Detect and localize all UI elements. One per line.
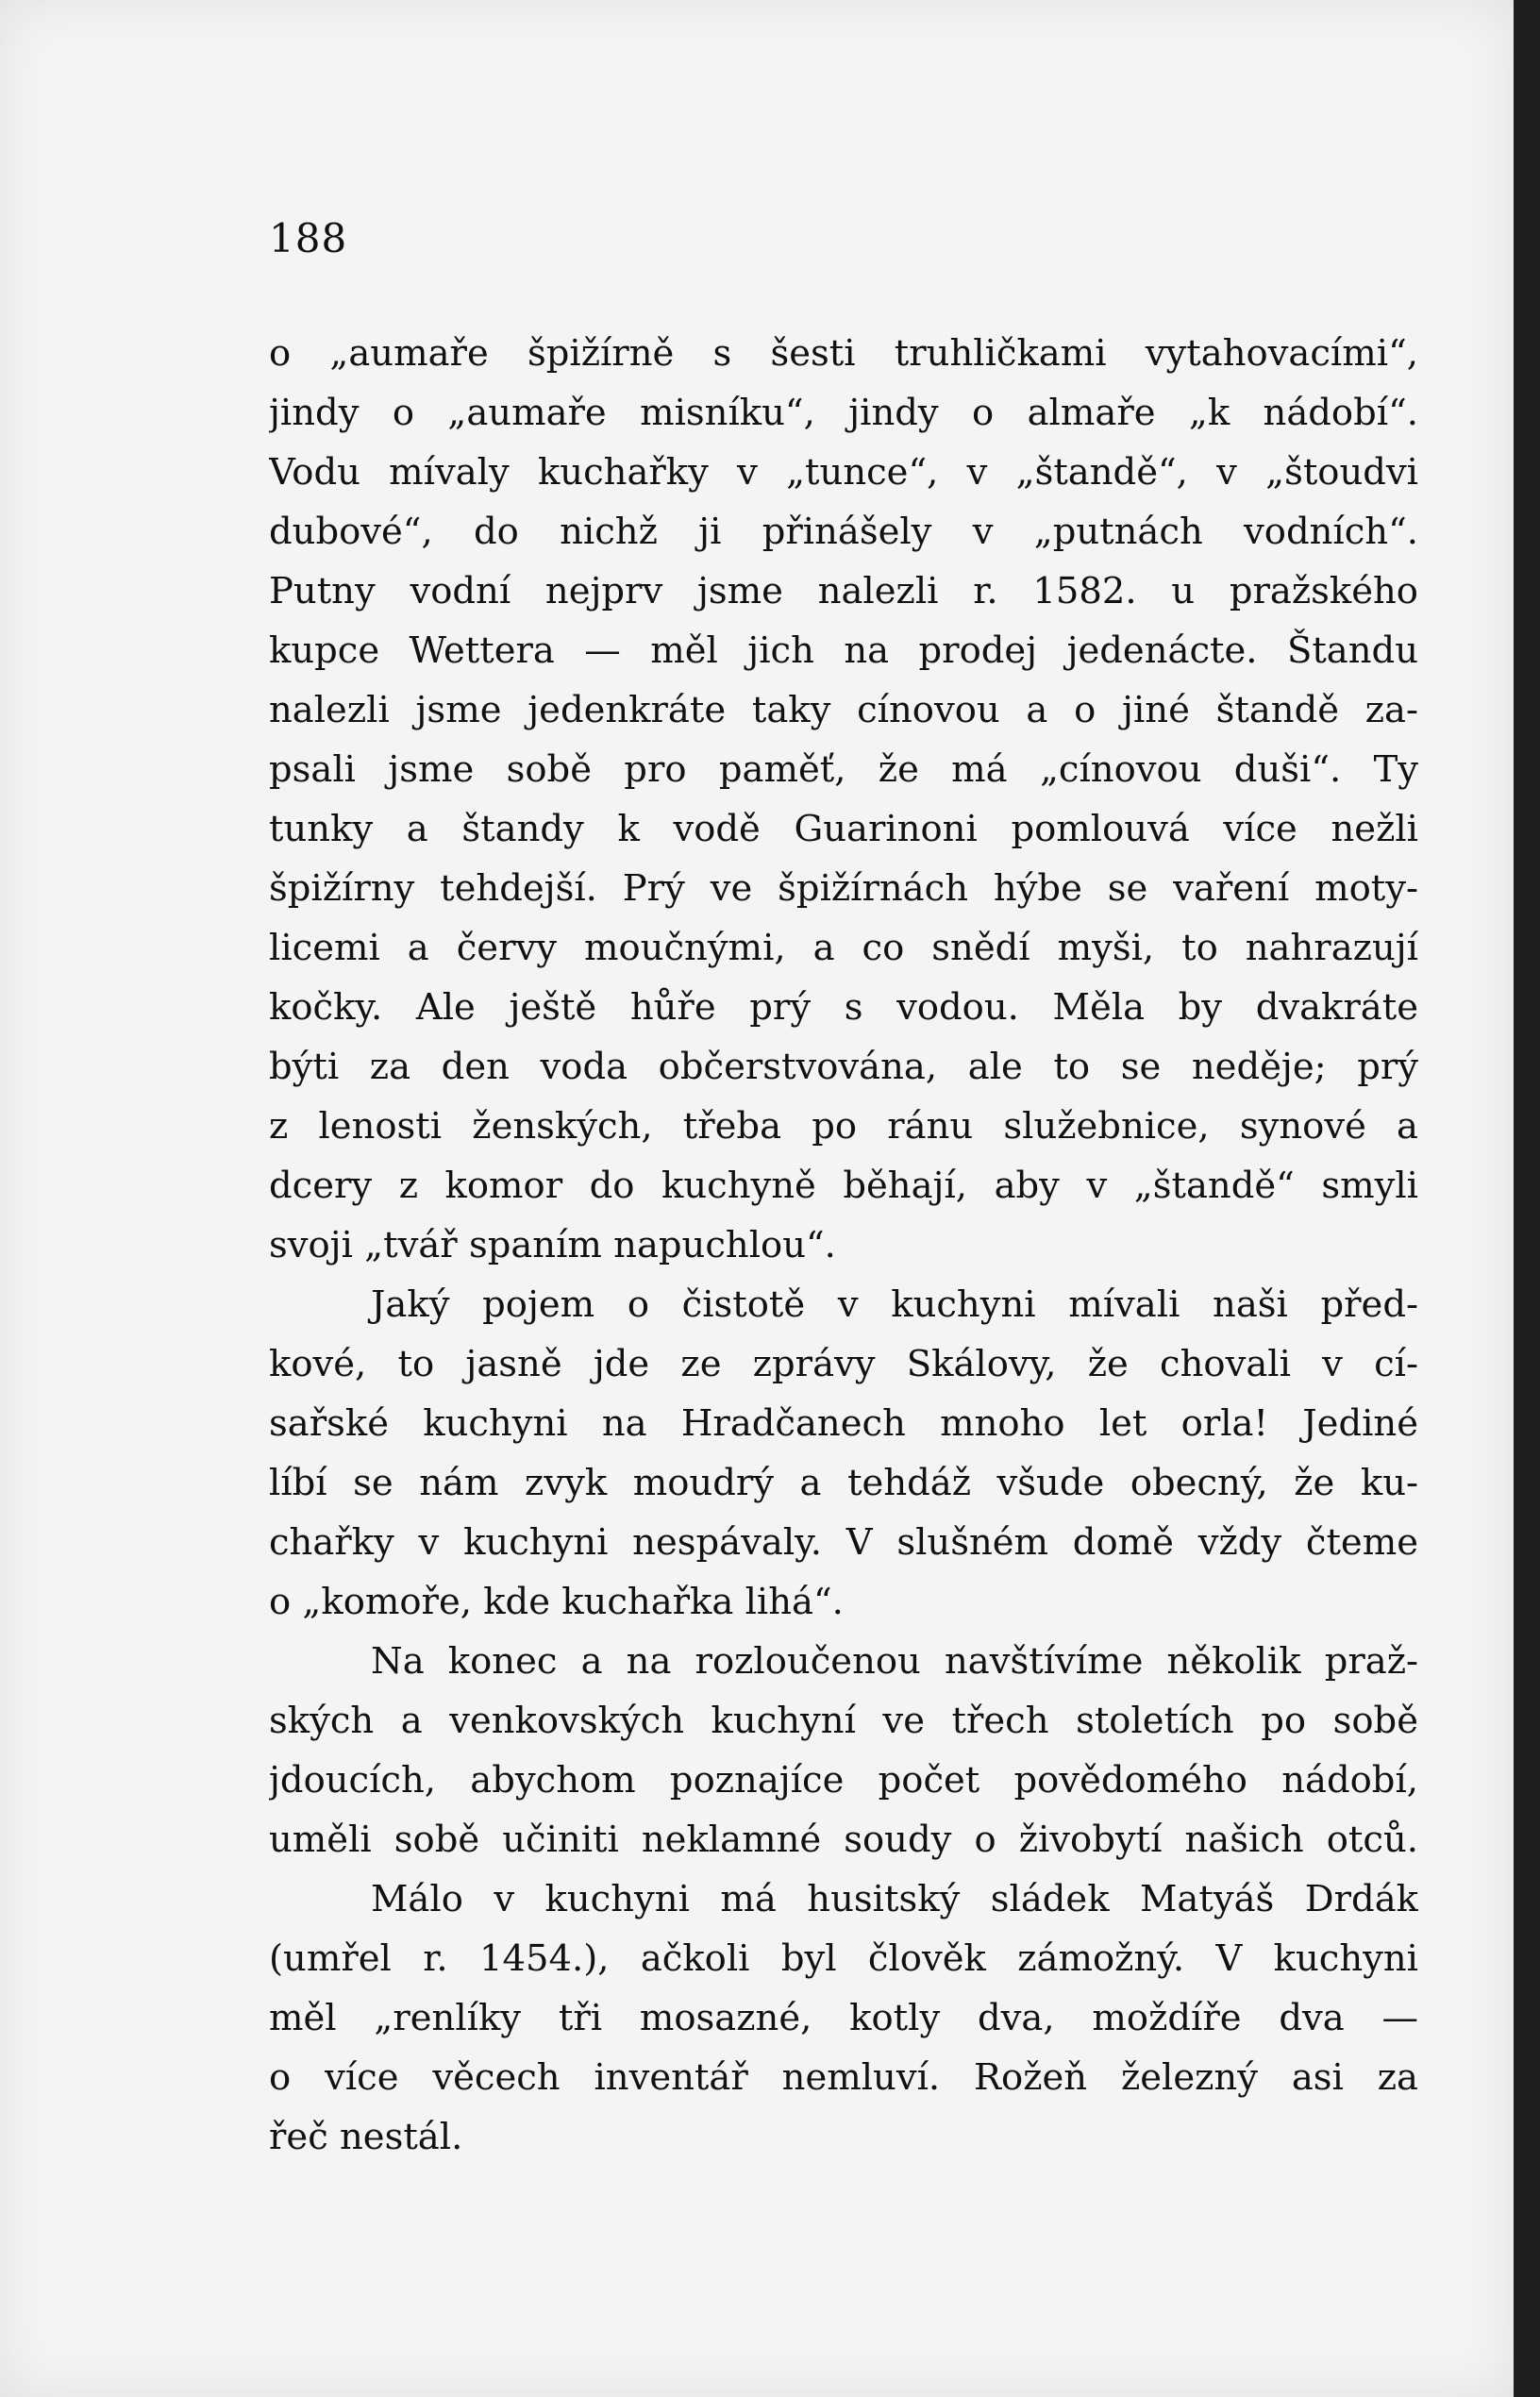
- text-line: Na konec a na rozloučenou navštívíme několik praž-: [371, 1640, 1418, 1683]
- text-line: tunky a štandy k vodě Guarinoni pomlouvá více nežli: [269, 808, 1418, 850]
- text-line: býti za den voda občerstvována, ale to se neděje; prý: [269, 1046, 1418, 1088]
- text-line: Vodu mívaly kuchařky v „tunce“, v „štandě“, v „štoudvi: [269, 451, 1418, 494]
- text-line: o „komoře, kde kuchařka lihá“.: [269, 1581, 844, 1623]
- text-line: kové, to jasně jde ze zprávy Skálovy, že chovali v cí-: [269, 1343, 1418, 1385]
- text-line: sařské kuchyni na Hradčanech mnoho let orla! Jediné: [269, 1402, 1418, 1445]
- page-edge: [1514, 0, 1540, 2397]
- text-line: chařky v kuchyni nespávaly. V slušném domě vždy čteme: [269, 1521, 1418, 1564]
- text-line: psali jsme sobě pro paměť, že má „cínovou duši“. Ty: [269, 748, 1418, 791]
- text-line: o „aumaře špižírně s šesti truhličkami vytahovacími“,: [269, 332, 1418, 375]
- text-line: Jaký pojem o čistotě v kuchyni mívali naši před-: [371, 1283, 1418, 1326]
- text-line: líbí se nám zvyk moudrý a tehdáž všude obecný, že ku-: [269, 1462, 1418, 1504]
- text-line: jdoucích, abychom poznajíce počet povědomého nádobí,: [269, 1759, 1418, 1802]
- text-line: nalezli jsme jedenkráte taky cínovou a o jiné štandě za-: [269, 689, 1418, 731]
- text-line: (umřel r. 1454.), ačkoli byl člověk zámožný. V kuchyni: [269, 1937, 1418, 1980]
- text-line: měl „renlíky tři mosazné, kotly dva, moždíře dva —: [269, 1997, 1418, 2039]
- text-line: o více věcech inventář nemluví. Rožeň železný asi za: [269, 2056, 1418, 2099]
- text-line: dubové“, do nichž ji přinášely v „putnách vodních“.: [269, 511, 1418, 553]
- text-line: kupce Wettera — měl jich na prodej jedenácte. Štandu: [269, 629, 1418, 672]
- text-line: jindy o „aumaře misníku“, jindy o almaře „k nádobí“.: [269, 392, 1418, 434]
- text-line: ských a venkovských kuchyní ve třech stoletích po sobě: [269, 1700, 1418, 1742]
- text-line: uměli sobě učiniti neklamné soudy o živobytí našich otců.: [269, 1819, 1418, 1861]
- text-line: špižírny tehdejší. Prý ve špižírnách hýbe se vaření moty-: [269, 867, 1418, 910]
- text-line: dcery z komor do kuchyně běhají, aby v „štandě“ smyli: [269, 1165, 1418, 1207]
- text-line: řeč nestál.: [269, 2116, 463, 2158]
- body-text: [269, 324, 1418, 2167]
- text-line: kočky. Ale ještě hůře prý s vodou. Měla by dvakráte: [269, 986, 1418, 1029]
- text-line: svoji „tvář spaním napuchlou“.: [269, 1224, 836, 1266]
- text-line: z lenosti ženských, třeba po ránu služebnice, synové a: [269, 1105, 1418, 1148]
- text-line: licemi a červy moučnými, a co snědí myši, to nahrazují: [269, 927, 1418, 969]
- text-line: Málo v kuchyni má husitský sládek Matyáš Drdák: [371, 1878, 1418, 1920]
- text-line: Putny vodní nejprv jsme nalezli r. 1582. u pražského: [269, 570, 1418, 612]
- page-number: 188: [269, 215, 348, 261]
